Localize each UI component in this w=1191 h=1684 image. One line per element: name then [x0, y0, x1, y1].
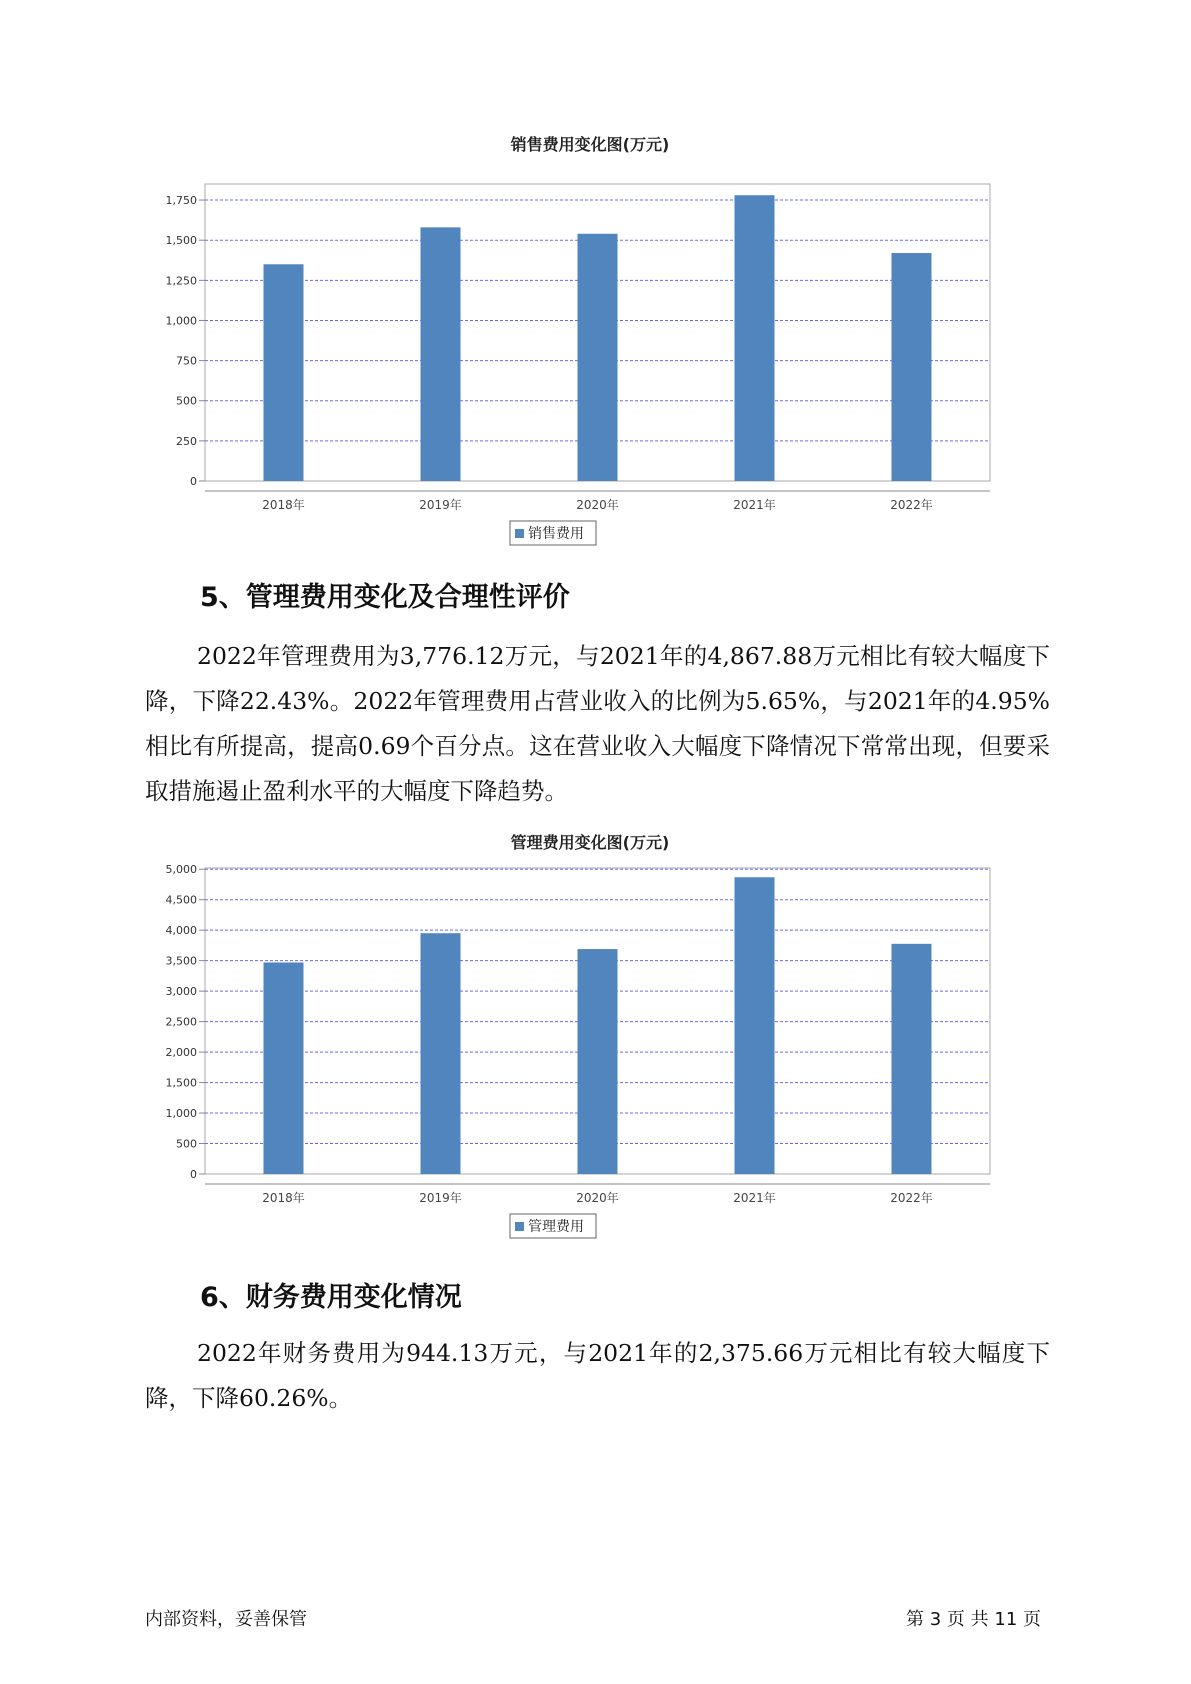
y-tick-label: 1,500	[165, 1076, 197, 1090]
y-tick-label: 3,000	[165, 985, 197, 999]
x-tick-label: 2020年	[576, 498, 619, 512]
footer-page-number: 第 3 页 共 11 页	[906, 1609, 1041, 1630]
sales-expense-chart-svg	[150, 128, 1030, 548]
legend-swatch	[515, 1222, 524, 1231]
y-tick-label: 2,000	[165, 1046, 197, 1060]
y-tick-label: 500	[176, 1137, 197, 1151]
y-tick-label: 0	[190, 475, 197, 488]
bar	[578, 949, 618, 1174]
section-5-paragraph	[145, 634, 1050, 814]
bar	[735, 195, 775, 481]
bar	[264, 962, 304, 1174]
y-tick-label: 500	[176, 394, 197, 408]
x-tick-label: 2022年	[890, 1191, 933, 1205]
y-tick-label: 1,750	[165, 194, 197, 208]
bar	[578, 234, 618, 481]
legend	[510, 1214, 596, 1238]
chart-title: 管理费用变化图(万元)	[510, 833, 670, 852]
y-tick-label: 5,000	[165, 863, 197, 877]
chart-title: 销售费用变化图(万元)	[510, 135, 670, 154]
bar	[421, 227, 461, 481]
legend-label: 销售费用	[528, 526, 584, 542]
x-tick-label: 2018年	[262, 1191, 305, 1205]
bar	[892, 253, 932, 481]
sales-expense-chart	[150, 128, 1030, 548]
legend	[510, 521, 596, 545]
section-5-paragraph-text: 2022年管理费用为3,776.12万元，与2021年的4,867.88万元相比有较大幅度下降，下降22.43%。2022年管理费用占营业收入的比例为5.65%，与2021年的4.95%相比有所提高，提高0.69个百分点。这在营业收入大幅度下降情况下常常出现，但要采取措施遏止盈利水平的大幅度下降趋势。	[145, 642, 1050, 805]
section-6-paragraph-text: 2022年财务费用为944.13万元，与2021年的2,375.66万元相比有较大幅度下降，下降60.26%。	[145, 1339, 1050, 1412]
management-expense-chart-svg	[150, 826, 1030, 1246]
y-tick-label: 4,500	[165, 893, 197, 907]
bar	[421, 933, 461, 1174]
section-6-heading: 6、财务费用变化情况	[200, 1282, 462, 1313]
y-tick-label: 1,000	[165, 314, 197, 328]
management-expense-chart	[150, 826, 1030, 1246]
legend-label: 管理费用	[528, 1219, 584, 1235]
bar	[735, 877, 775, 1174]
x-tick-label: 2018年	[262, 498, 305, 512]
legend-swatch	[515, 529, 524, 538]
y-tick-label: 250	[176, 434, 197, 448]
x-tick-label: 2021年	[733, 498, 776, 512]
x-tick-label: 2019年	[419, 1191, 462, 1205]
x-tick-label: 2021年	[733, 1191, 776, 1205]
x-tick-label: 2022年	[890, 498, 933, 512]
section-6-paragraph	[145, 1331, 1050, 1421]
bar	[264, 264, 304, 481]
y-tick-label: 2,500	[165, 1015, 197, 1029]
y-tick-label: 1,500	[165, 234, 197, 248]
y-tick-label: 750	[176, 354, 197, 368]
x-tick-label: 2020年	[576, 1191, 619, 1205]
y-tick-label: 3,500	[165, 954, 197, 968]
y-tick-label: 1,000	[165, 1107, 197, 1121]
footer-confidential-note: 内部资料，妥善保管	[145, 1609, 307, 1630]
x-tick-label: 2019年	[419, 498, 462, 512]
y-tick-label: 1,250	[165, 274, 197, 288]
y-tick-label: 0	[190, 1168, 197, 1181]
y-tick-label: 4,000	[165, 924, 197, 938]
section-5-heading: 5、管理费用变化及合理性评价	[200, 582, 570, 613]
bar	[892, 944, 932, 1174]
